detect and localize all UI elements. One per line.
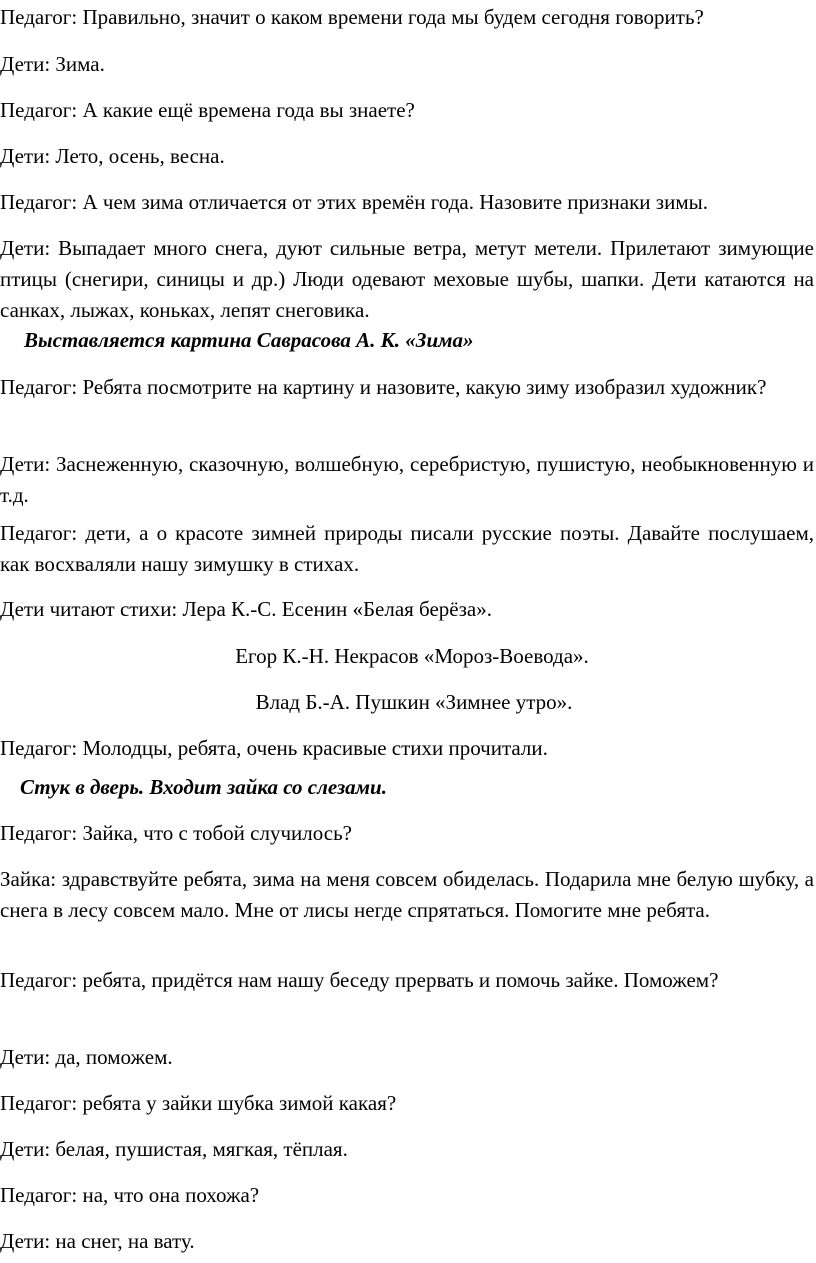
paragraph-21: Дети: белая, пушистая, мягкая, тёплая. <box>0 1137 348 1161</box>
paragraph-4: Дети: Лето, осень, весна. <box>0 144 225 168</box>
paragraph-20: Педагог: ребята у зайки шубка зимой какая? <box>0 1091 397 1115</box>
paragraph-18: Педагог: ребята, придётся нам нашу беседу прервать и помочь зайке. Поможем? <box>0 968 719 992</box>
paragraph-16: Педагог: Зайка, что с тобой случилось? <box>0 821 352 845</box>
paragraph-1: Педагог: Правильно, значит о каком времени года мы будем сегодня говорить? <box>0 5 704 29</box>
paragraph-9: Дети: Заснеженную, сказочную, волшебную, серебристую, пушистую, необыкновенную и т.д. <box>0 452 814 507</box>
poem-line-vlad: Влад Б.-А. Пушкин «Зимнее утро». <box>255 690 573 714</box>
paragraph-14: Педагог: Молодцы, ребята, очень красивые стихи прочитали. <box>0 736 548 760</box>
paragraph-23: Дети: на снег, на вату. <box>0 1229 195 1253</box>
paragraph-11: Дети читают стихи: Лера К.-С. Есенин «Белая берёза». <box>0 597 492 621</box>
paragraph-6: Дети: Выпадает много снега, дуют сильные ветра, метут метели. Прилетают зимующие птицы (снегири, синицы и др.) Люди одевают меховые шубы, шапки. Дети катаются на санках, лыжах, коньках, лепят снеговика. <box>0 236 814 322</box>
paragraph-17: Зайка: здравствуйте ребята, зима на меня совсем обиделась. Подарила мне белую шубку, а снега в лесу совсем мало. Мне от лисы негде спрятаться. Помогите мне ребята. <box>0 867 814 922</box>
paragraph-8: Педагог: Ребята посмотрите на картину и назовите, какую зиму изобразил художник? <box>0 375 767 399</box>
poem-line-egor: Егор К.-Н. Некрасов «Мороз-Воевода». <box>235 644 589 668</box>
paragraph-10: Педагог: дети, а о красоте зимней природы писали русские поэты. Давайте послушаем, как восхваляли нашу зимушку в стихах. <box>0 521 814 576</box>
paragraph-2: Дети: Зима. <box>0 52 105 76</box>
stage-direction-knock: Стук в дверь. Входит зайка со слезами. <box>20 775 387 799</box>
paragraph-19: Дети: да, поможем. <box>0 1045 173 1069</box>
paragraph-3: Педагог: А какие ещё времена года вы знаете? <box>0 98 415 122</box>
paragraph-22: Педагог: на, что она похожа? <box>0 1183 260 1207</box>
paragraph-5: Педагог: А чем зима отличается от этих времён года. Назовите признаки зимы. <box>0 190 708 214</box>
stage-direction-painting: Выставляется картина Саврасова А. К. «Зима» <box>24 328 474 352</box>
